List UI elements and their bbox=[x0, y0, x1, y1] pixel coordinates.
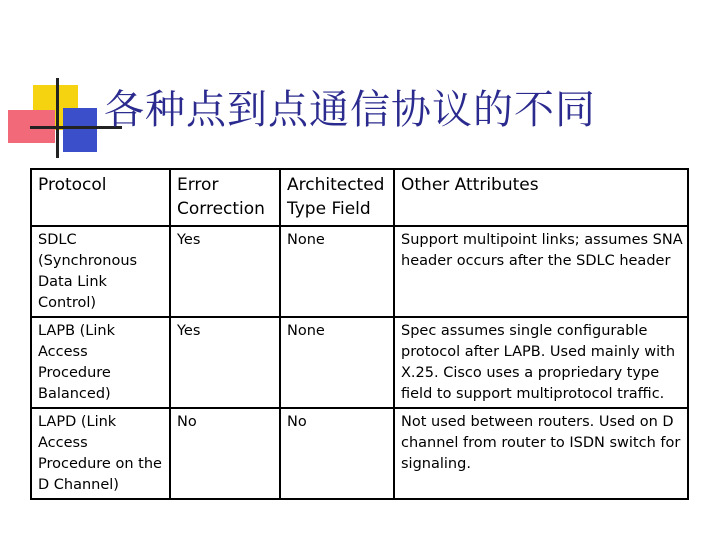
cell-protocol: LAPD (Link Access Procedure on the D Channel) bbox=[31, 408, 170, 499]
cell-protocol: LAPB (Link Access Procedure Balanced) bbox=[31, 317, 170, 408]
cell-other-attributes: Spec assumes single configurable protocol after LAPB. Used mainly with X.25. Cisco uses a propriedary type field to support multiprotocol traffic. bbox=[394, 317, 688, 408]
table-row bbox=[31, 226, 688, 317]
protocol-comparison-table bbox=[30, 168, 689, 500]
logo-vertical-line bbox=[56, 78, 59, 158]
cell-type-field: None bbox=[280, 317, 394, 408]
cell-type-field: None bbox=[280, 226, 394, 317]
cell-error-correction: No bbox=[170, 408, 280, 499]
header-type-field: Architected Type Field bbox=[280, 169, 394, 226]
header-other-attributes: Other Attributes bbox=[394, 169, 688, 226]
decorative-logo bbox=[0, 0, 120, 170]
table-row bbox=[31, 317, 688, 408]
cell-error-correction: Yes bbox=[170, 317, 280, 408]
cell-protocol: SDLC (Synchronous Data Link Control) bbox=[31, 226, 170, 317]
table-row bbox=[31, 408, 688, 499]
cell-type-field: No bbox=[280, 408, 394, 499]
cell-error-correction: Yes bbox=[170, 226, 280, 317]
logo-blue-square bbox=[63, 108, 97, 152]
header-error-correction: Error Correction bbox=[170, 169, 280, 226]
page-title: 各种点到点通信协议的不同 bbox=[104, 87, 596, 133]
table-header-row bbox=[31, 169, 688, 226]
cell-other-attributes: Support multipoint links; assumes SNA header occurs after the SDLC header bbox=[394, 226, 688, 317]
cell-other-attributes: Not used between routers. Used on D channel from router to ISDN switch for signaling. bbox=[394, 408, 688, 499]
header-protocol: Protocol bbox=[31, 169, 170, 226]
